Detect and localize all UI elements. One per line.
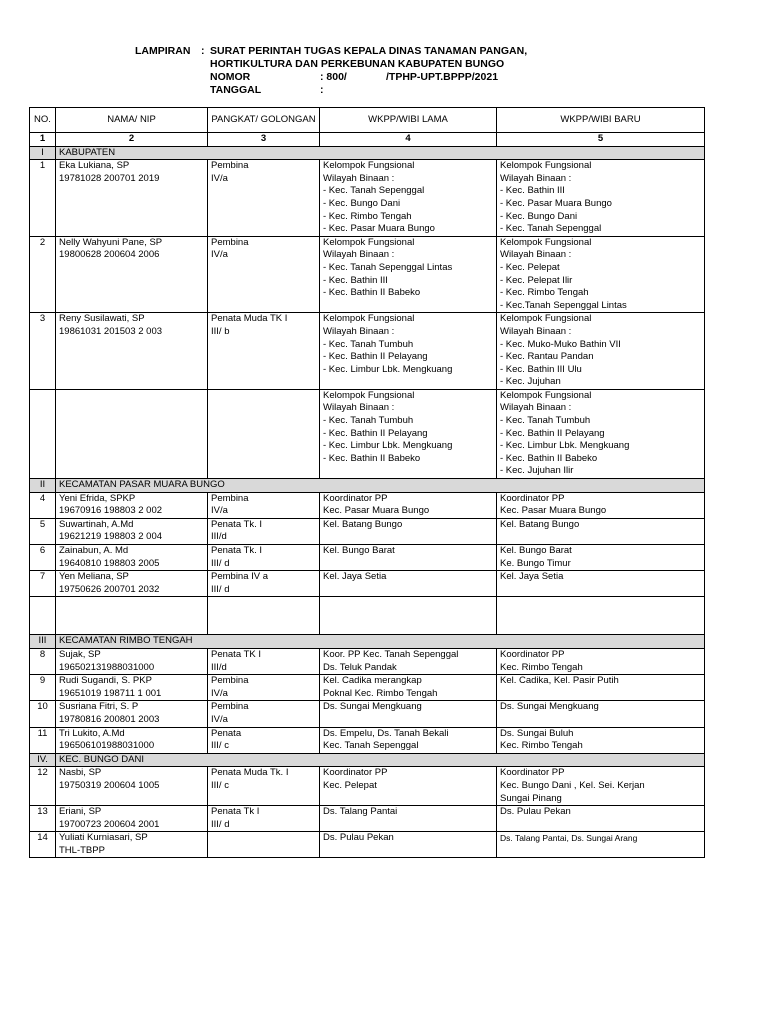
cell-line: III/ d xyxy=(211,818,230,830)
cell-line: Pembina xyxy=(211,492,249,504)
cell-line: III/ c xyxy=(211,779,229,791)
nama-nip-cell xyxy=(56,701,208,727)
cell-line: Wilayah Binaan : xyxy=(323,172,395,184)
col-header-baru: WKPP/WIBI BARU xyxy=(497,108,705,133)
table-row xyxy=(30,160,705,237)
wkpp-baru-cell xyxy=(497,492,705,518)
cell-line: Kec. Pasar Muara Bungo xyxy=(323,505,430,517)
wkpp-baru-cell xyxy=(497,571,705,597)
section-number: IV. xyxy=(30,753,56,767)
cell-line: Kel. Jaya Setia xyxy=(500,571,564,583)
cell-line: Susriana Fitri, S. P xyxy=(59,701,139,713)
table-row xyxy=(30,727,705,753)
cell-line: Ke. Bungo Timur xyxy=(500,557,571,569)
wkpp-lama-cell xyxy=(320,701,497,727)
cell-line: Suwartinah, A.Md xyxy=(59,518,134,530)
cell-line: Rudi Sugandi, S. PKP xyxy=(59,675,152,687)
document-header xyxy=(0,0,768,110)
pangkat-cell xyxy=(208,545,320,571)
cell-line: Penata Tk. I xyxy=(211,518,263,530)
nama-nip-cell xyxy=(56,727,208,753)
col-header-lama: WKPP/WIBI LAMA xyxy=(320,108,497,133)
col-number: 1 xyxy=(30,133,56,147)
section-row xyxy=(30,635,705,649)
row-number xyxy=(30,389,56,478)
table-row xyxy=(30,701,705,727)
cell-line: Kel. Cadika merangkap xyxy=(323,675,422,687)
cell-line: Kel. Batang Bungo xyxy=(500,518,580,530)
cell-line: - Kec. Rimbo Tengah xyxy=(500,287,589,299)
empty-cell xyxy=(56,597,208,635)
cell-line: Kel. Cadika, Kel. Pasir Putih xyxy=(500,675,619,687)
table-row xyxy=(30,518,705,544)
wkpp-lama-cell xyxy=(320,160,497,237)
wkpp-lama-cell xyxy=(320,767,497,806)
cell-line: - Kec. Bathin II Pelayang xyxy=(500,427,605,439)
row-number: 4 xyxy=(30,492,56,518)
pangkat-cell xyxy=(208,236,320,313)
cell-line: Ds. Sungai Mengkuang xyxy=(500,701,599,713)
cell-line: Koordinator PP xyxy=(500,648,565,660)
cell-line: Pembina xyxy=(211,675,249,687)
cell-line: - Kec. Bathin II Pelayang xyxy=(323,427,428,439)
wkpp-lama-cell xyxy=(320,545,497,571)
section-label: KABUPATEN xyxy=(56,146,705,160)
cell-line: III/d xyxy=(211,661,227,673)
cell-line: Wilayah Binaan : xyxy=(323,325,395,337)
cell-line: Kelompok Fungsional xyxy=(500,389,592,401)
cell-line: Kel. Bungo Barat xyxy=(323,545,395,556)
wkpp-baru-cell xyxy=(497,767,705,806)
cell-line: Koordinator PP xyxy=(500,767,565,779)
cell-line: Koor. PP Kec. Tanah Sepenggal xyxy=(323,648,459,660)
cell-line: 19640810 198803 2005 xyxy=(59,557,160,569)
lampiran-colon: : xyxy=(201,45,205,57)
cell-line: Reny Susilawati, SP xyxy=(59,313,145,325)
nama-nip-cell xyxy=(56,313,208,390)
wkpp-baru-cell xyxy=(497,832,705,858)
cell-line: Koordinator PP xyxy=(323,767,388,779)
wkpp-baru-cell xyxy=(497,701,705,727)
cell-line: Wilayah Binaan : xyxy=(500,325,572,337)
nama-nip-cell xyxy=(56,648,208,674)
row-number: 12 xyxy=(30,767,56,806)
pangkat-cell xyxy=(208,313,320,390)
cell-line: Ds. Sungai Buluh xyxy=(500,727,574,739)
row-number: 9 xyxy=(30,675,56,701)
pangkat-cell xyxy=(208,832,320,858)
cell-line: Sungai Pinang xyxy=(500,792,562,804)
cell-line: 196506101988031000 xyxy=(59,740,155,752)
section-row xyxy=(30,146,705,160)
cell-line: Ds. Talang Pantai xyxy=(323,806,398,818)
row-number: 1 xyxy=(30,160,56,237)
cell-line: - Kec. Tanah Tumbuh xyxy=(323,338,414,350)
cell-line: Sujak, SP xyxy=(59,648,101,660)
tanggal-value: : xyxy=(320,84,324,96)
section-row xyxy=(30,753,705,767)
col-number: 3 xyxy=(208,133,320,147)
empty-cell xyxy=(208,597,320,635)
cell-line: Penata Tk. I xyxy=(211,545,263,556)
table-row xyxy=(30,806,705,832)
col-number: 4 xyxy=(320,133,497,147)
cell-line: Pembina xyxy=(211,236,249,248)
section-number: I xyxy=(30,146,56,160)
cell-line: 19780816 200801 2003 xyxy=(59,713,160,725)
pangkat-cell xyxy=(208,806,320,832)
row-number: 14 xyxy=(30,832,56,858)
pangkat-cell xyxy=(208,518,320,544)
cell-line: Eriani, SP xyxy=(59,806,102,818)
wkpp-baru-cell xyxy=(497,727,705,753)
cell-line: Nasbi, SP xyxy=(59,767,102,779)
tanggal-label: TANGGAL xyxy=(210,84,262,96)
wkpp-lama-cell xyxy=(320,492,497,518)
cell-line: - Kec. Pelepat Ilir xyxy=(500,274,573,286)
cell-line: 19621219 198803 2 004 xyxy=(59,531,163,543)
cell-line: Yeni Efrida, SPKP xyxy=(59,492,136,504)
nama-nip-cell xyxy=(56,767,208,806)
cell-line: - Kec. Bathin III xyxy=(500,185,565,197)
cell-line: Yuliati Kurniasari, SP xyxy=(59,832,148,844)
cell-line: - Kec. Bungo Dani xyxy=(323,197,401,209)
nama-nip-cell xyxy=(56,492,208,518)
cell-line: Koordinator PP xyxy=(500,492,565,504)
wkpp-lama-cell xyxy=(320,727,497,753)
table-body xyxy=(30,146,705,858)
lampiran-label: LAMPIRAN xyxy=(135,45,191,57)
cell-line: Kec. Pelepat xyxy=(323,779,377,791)
section-number: III xyxy=(30,635,56,649)
cell-line: - Kec. Bathin II Babeko xyxy=(500,452,598,464)
row-number: 6 xyxy=(30,545,56,571)
cell-line: Kelompok Fungsional xyxy=(323,160,415,172)
cell-line: Wilayah Binaan : xyxy=(500,172,572,184)
wkpp-baru-cell xyxy=(497,545,705,571)
nama-nip-cell xyxy=(56,236,208,313)
cell-line: 196502131988031000 xyxy=(59,661,155,673)
cell-line: - Kec. Bathin II Babeko xyxy=(323,452,421,464)
cell-line: 19800628 200604 2006 xyxy=(59,249,160,261)
cell-line: Wilayah Binaan : xyxy=(500,249,572,261)
wkpp-lama-cell xyxy=(320,648,497,674)
wkpp-lama-cell xyxy=(320,236,497,313)
col-number: 5 xyxy=(497,133,705,147)
cell-line: - Kec.Tanah Sepenggal Lintas xyxy=(500,299,627,311)
cell-line: Ds. Talang Pantai, Ds. Sungai Arang xyxy=(500,833,638,844)
nomor-label: NOMOR xyxy=(210,71,251,83)
wkpp-lama-cell xyxy=(320,806,497,832)
table-row xyxy=(30,832,705,858)
cell-line: Kec. Rimbo Tengah xyxy=(500,740,583,752)
cell-line: 19670916 198803 2 002 xyxy=(59,505,163,517)
col-header-nama: NAMA/ NIP xyxy=(56,108,208,133)
cell-line: Pembina xyxy=(211,160,249,172)
pangkat-cell xyxy=(208,389,320,478)
cell-line: 19750626 200701 2032 xyxy=(59,583,160,595)
cell-line: - Kec. Muko-Muko Bathin VII xyxy=(500,338,621,350)
cell-line: - Kec. Limbur Lbk. Mengkuang xyxy=(500,440,630,452)
cell-line: Penata Tk I xyxy=(211,806,260,818)
table-row xyxy=(30,313,705,390)
wkpp-lama-cell xyxy=(320,571,497,597)
blank-row xyxy=(30,597,705,635)
cell-line: 19651019 198711 1 001 xyxy=(59,687,162,699)
title-line-2: HORTIKULTURA DAN PERKEBUNAN KABUPATEN BUNGO xyxy=(210,58,505,70)
cell-line: Zainabun, A. Md xyxy=(59,545,129,556)
row-number: 7 xyxy=(30,571,56,597)
nama-nip-cell xyxy=(56,571,208,597)
cell-line: Penata Muda TK I xyxy=(211,313,288,325)
table-row xyxy=(30,389,705,478)
cell-line: Ds. Teluk Pandak xyxy=(323,661,397,673)
cell-line: IV/a xyxy=(211,249,228,261)
empty-cell xyxy=(320,597,497,635)
pangkat-cell xyxy=(208,701,320,727)
pangkat-cell xyxy=(208,648,320,674)
cell-line: 19700723 200604 2001 xyxy=(59,818,160,830)
cell-line: Kec. Rimbo Tengah xyxy=(500,661,583,673)
cell-line: - Kec. Bathin III Ulu xyxy=(500,363,582,375)
nama-nip-cell xyxy=(56,806,208,832)
pangkat-cell xyxy=(208,160,320,237)
cell-line: - Kec. Bathin III xyxy=(323,274,388,286)
wkpp-baru-cell xyxy=(497,389,705,478)
cell-line: - Kec. Tanah Sepenggal Lintas xyxy=(323,261,453,273)
cell-line: IV/a xyxy=(211,687,228,699)
section-label: KEC. BUNGO DANI xyxy=(56,753,705,767)
section-number: II xyxy=(30,479,56,493)
cell-line: 19781028 200701 2019 xyxy=(59,172,160,184)
row-number: 11 xyxy=(30,727,56,753)
cell-line: III/ b xyxy=(211,325,230,337)
cell-line: IV/a xyxy=(211,505,228,517)
wkpp-baru-cell xyxy=(497,675,705,701)
cell-line: IV/a xyxy=(211,172,228,184)
title-line-1: SURAT PERINTAH TUGAS KEPALA DINAS TANAMAN PANGAN, xyxy=(210,45,528,57)
empty-cell xyxy=(497,597,705,635)
wkpp-baru-cell xyxy=(497,160,705,237)
cell-line: - Kec. Limbur Lbk. Mengkuang xyxy=(323,363,453,375)
cell-line: Kelompok Fungsional xyxy=(323,236,415,248)
nama-nip-cell xyxy=(56,832,208,858)
cell-line: Koordinator PP xyxy=(323,492,388,504)
wkpp-baru-cell xyxy=(497,313,705,390)
cell-line: - Kec. Bathin II Babeko xyxy=(323,287,421,299)
cell-line: Tri Lukito, A.Md xyxy=(59,727,125,739)
row-number: 2 xyxy=(30,236,56,313)
table-row xyxy=(30,767,705,806)
cell-line: III/d xyxy=(211,531,227,543)
section-label: KECAMATAN RIMBO TENGAH xyxy=(56,635,705,649)
table-row xyxy=(30,492,705,518)
wkpp-baru-cell xyxy=(497,806,705,832)
nomor-value: : 800/ xyxy=(320,71,347,83)
cell-line: - Kec. Tanah Tumbuh xyxy=(323,415,414,427)
row-number: 8 xyxy=(30,648,56,674)
cell-line: Kelompok Fungsional xyxy=(500,236,592,248)
cell-line: Kel. Batang Bungo xyxy=(323,518,403,530)
cell-line: IV/a xyxy=(211,713,228,725)
pangkat-cell xyxy=(208,571,320,597)
cell-line: Kec. Pasar Muara Bungo xyxy=(500,505,607,517)
cell-line: Ds. Sungai Mengkuang xyxy=(323,701,422,713)
cell-line: Penata xyxy=(211,727,242,739)
nama-nip-cell xyxy=(56,160,208,237)
table-row xyxy=(30,545,705,571)
cell-line: Eka Lukiana, SP xyxy=(59,160,130,172)
cell-line: - Kec. Pelepat xyxy=(500,261,560,273)
wkpp-lama-cell xyxy=(320,313,497,390)
wkpp-lama-cell xyxy=(320,389,497,478)
col-number: 2 xyxy=(56,133,208,147)
cell-line: - Kec. Bungo Dani xyxy=(500,210,578,222)
cell-line: 19750319 200604 1005 xyxy=(59,779,160,791)
cell-line: - Kec. Pasar Muara Bungo xyxy=(500,197,612,209)
wkpp-lama-cell xyxy=(320,518,497,544)
table-row xyxy=(30,236,705,313)
cell-line: Poknal Kec. Rimbo Tengah xyxy=(323,687,438,699)
cell-line: Kec. Tanah Sepenggal xyxy=(323,740,419,752)
cell-line: Pembina IV a xyxy=(211,571,269,583)
wkpp-baru-cell xyxy=(497,648,705,674)
cell-line: Ds. Pulau Pekan xyxy=(323,832,394,844)
cell-line: Kelompok Fungsional xyxy=(500,160,592,172)
cell-line: Kelompok Fungsional xyxy=(500,313,592,325)
empty-cell xyxy=(30,597,56,635)
cell-line: Kel. Jaya Setia xyxy=(323,571,387,583)
nama-nip-cell xyxy=(56,389,208,478)
column-number-row xyxy=(30,133,705,147)
cell-line: - Kec. Limbur Lbk. Mengkuang xyxy=(323,440,453,452)
row-number: 5 xyxy=(30,518,56,544)
cell-line: - Kec. Tanah Sepenggal xyxy=(323,185,425,197)
cell-line: - Kec. Rimbo Tengah xyxy=(323,210,412,222)
cell-line: Yen Meliana, SP xyxy=(59,571,129,583)
nama-nip-cell xyxy=(56,675,208,701)
table-row xyxy=(30,648,705,674)
nama-nip-cell xyxy=(56,545,208,571)
cell-line: - Kec. Rantau Pandan xyxy=(500,351,594,363)
cell-line: - Kec. Tanah Sepenggal xyxy=(500,223,602,235)
pangkat-cell xyxy=(208,727,320,753)
cell-line: - Kec. Jujuhan xyxy=(500,376,561,388)
pangkat-cell xyxy=(208,492,320,518)
cell-line: Penata TK I xyxy=(211,648,261,660)
cell-line: - Kec. Pasar Muara Bungo xyxy=(323,223,435,235)
table-row xyxy=(30,675,705,701)
cell-line: Wilayah Binaan : xyxy=(323,402,395,414)
column-header-row xyxy=(30,108,705,133)
row-number: 3 xyxy=(30,313,56,390)
section-row xyxy=(30,479,705,493)
cell-line: Nelly Wahyuni Pane, SP xyxy=(59,236,163,248)
nama-nip-cell xyxy=(56,518,208,544)
cell-line: Kec. Bungo Dani , Kel. Sei. Kerjan xyxy=(500,779,645,791)
row-number: 13 xyxy=(30,806,56,832)
col-header-pangkat: PANGKAT/ GOLONGAN xyxy=(208,108,320,133)
cell-line: Pembina xyxy=(211,701,249,713)
table-row xyxy=(30,571,705,597)
cell-line: 19861031 201503 2 003 xyxy=(59,325,163,337)
wkpp-baru-cell xyxy=(497,236,705,313)
pangkat-cell xyxy=(208,675,320,701)
col-header-no: NO. xyxy=(30,108,56,133)
cell-line: Kelompok Fungsional xyxy=(323,313,415,325)
pangkat-cell xyxy=(208,767,320,806)
assignment-table xyxy=(29,107,705,858)
cell-line: III/ c xyxy=(211,740,229,752)
cell-line: Kelompok Fungsional xyxy=(323,389,415,401)
cell-line: - Kec. Bathin II Pelayang xyxy=(323,351,428,363)
cell-line: III/ d xyxy=(211,557,230,569)
cell-line: Kel. Bungo Barat xyxy=(500,545,572,556)
cell-line: THL-TBPP xyxy=(59,844,105,856)
wkpp-baru-cell xyxy=(497,518,705,544)
wkpp-lama-cell xyxy=(320,675,497,701)
nomor-suffix: /TPHP-UPT.BPPP/2021 xyxy=(386,71,499,83)
cell-line: Wilayah Binaan : xyxy=(500,402,572,414)
cell-line: Ds. Pulau Pekan xyxy=(500,806,571,818)
cell-line: Wilayah Binaan : xyxy=(323,249,395,261)
cell-line: - Kec. Tanah Tumbuh xyxy=(500,415,591,427)
row-number: 10 xyxy=(30,701,56,727)
cell-line: Ds. Empelu, Ds. Tanah Bekali xyxy=(323,727,449,739)
cell-line: - Kec. Jujuhan Ilir xyxy=(500,465,574,477)
wkpp-lama-cell xyxy=(320,832,497,858)
cell-line: III/ d xyxy=(211,583,230,595)
cell-line: Penata Muda Tk. I xyxy=(211,767,289,779)
section-label: KECAMATAN PASAR MUARA BUNGO xyxy=(56,479,705,493)
